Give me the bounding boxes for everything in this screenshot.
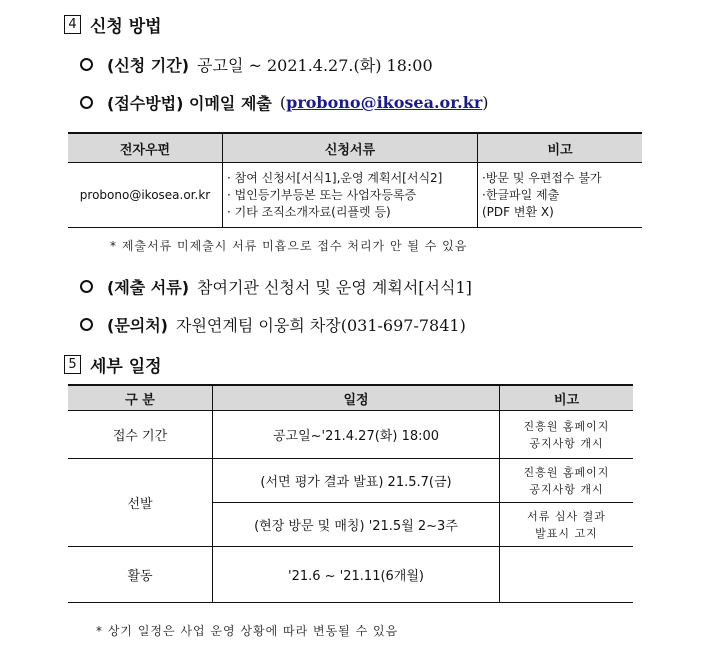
circle-bullet-icon <box>80 58 93 71</box>
docs-value: 참여기관 신청서 및 운영 계획서[서식1] <box>197 278 472 297</box>
bullet-submit: (접수방법) 이메일 제출 (probono@ikosea.or.kr) <box>80 91 489 114</box>
cell-category: 접수 기간 <box>68 411 213 459</box>
section-number-box: 4 <box>64 15 81 34</box>
section-title: 세부 일정 <box>90 357 162 377</box>
bullet-contact <box>80 313 466 336</box>
table-row <box>68 547 633 603</box>
table-cell-docs <box>223 163 478 228</box>
header-category: 구 분 <box>68 385 213 411</box>
circle-bullet-icon <box>80 318 93 331</box>
submit-label: (접수방법) 이메일 제출 <box>107 94 272 113</box>
email-link[interactable]: probono@ikosea.or.kr <box>286 93 483 112</box>
header-email: 전자우편 <box>68 133 223 163</box>
cell-remarks: 서류 심사 결과 발표시 고지 <box>500 503 634 547</box>
schedule-note: * 상기 일정은 사업 운영 상황에 따라 변동될 수 있음 <box>96 624 399 638</box>
table-row <box>68 411 633 459</box>
table-row <box>68 459 633 503</box>
contact-value: 자원연계팀 이웅희 차장(031-697-7841) <box>176 316 466 335</box>
period-value: 공고일 ~ 2021.4.27.(화) 18:00 <box>197 56 433 75</box>
section-4-heading <box>64 12 162 37</box>
bullet-docs <box>80 275 472 298</box>
section-title: 신청 방법 <box>90 17 162 37</box>
submission-note: * 제출서류 미제출시 서류 미흡으로 접수 처리가 안 될 수 있음 <box>110 239 468 253</box>
cell-category: 선발 <box>68 459 213 547</box>
bullet-period <box>80 53 433 76</box>
cell-schedule: '21.6 ~ '21.11(6개월) <box>213 547 500 603</box>
docs-label: (제출 서류) <box>107 278 190 297</box>
header-remarks: 비고 <box>478 133 643 163</box>
list-item: ·한글파일 제출 <box>482 187 560 202</box>
cell-schedule: (현장 방문 및 매칭) '21.5월 2~3주 <box>213 503 500 547</box>
cell-category: 활동 <box>68 547 213 603</box>
section-number-box: 5 <box>64 355 81 374</box>
list-item: · 법인등기부등본 또는 사업자등록증 <box>227 187 417 202</box>
cell-remarks: 진흥원 홈페이지 공지사항 개시 <box>500 411 634 459</box>
list-item: · 참여 신청서[서식1],운영 계획서[서식2] <box>227 170 443 185</box>
cell-schedule: (서면 평가 결과 발표) 21.5.7(금) <box>213 459 500 503</box>
schedule-table <box>68 384 633 603</box>
header-docs: 신청서류 <box>223 133 478 163</box>
application-table <box>68 132 642 228</box>
contact-label: (문의처) <box>107 316 168 335</box>
list-item: · 기타 조직소개자료(리플렛 등) <box>227 204 391 219</box>
list-item: (PDF 변환 X) <box>482 204 554 219</box>
cell-remarks <box>500 547 634 603</box>
section-5-heading <box>64 352 162 377</box>
circle-bullet-icon <box>80 96 93 109</box>
period-label: (신청 기간) <box>107 56 190 75</box>
header-schedule: 일정 <box>213 385 500 411</box>
cell-remarks: 진흥원 홈페이지 공지사항 개시 <box>500 459 634 503</box>
cell-schedule: 공고일~'21.4.27(화) 18:00 <box>213 411 500 459</box>
table-cell-email: probono@ikosea.or.kr <box>79 188 211 202</box>
list-item: ·방문 및 우편접수 불가 <box>482 170 602 185</box>
header-remarks: 비고 <box>500 385 634 411</box>
table-cell-remarks <box>478 163 643 228</box>
circle-bullet-icon <box>80 280 93 293</box>
